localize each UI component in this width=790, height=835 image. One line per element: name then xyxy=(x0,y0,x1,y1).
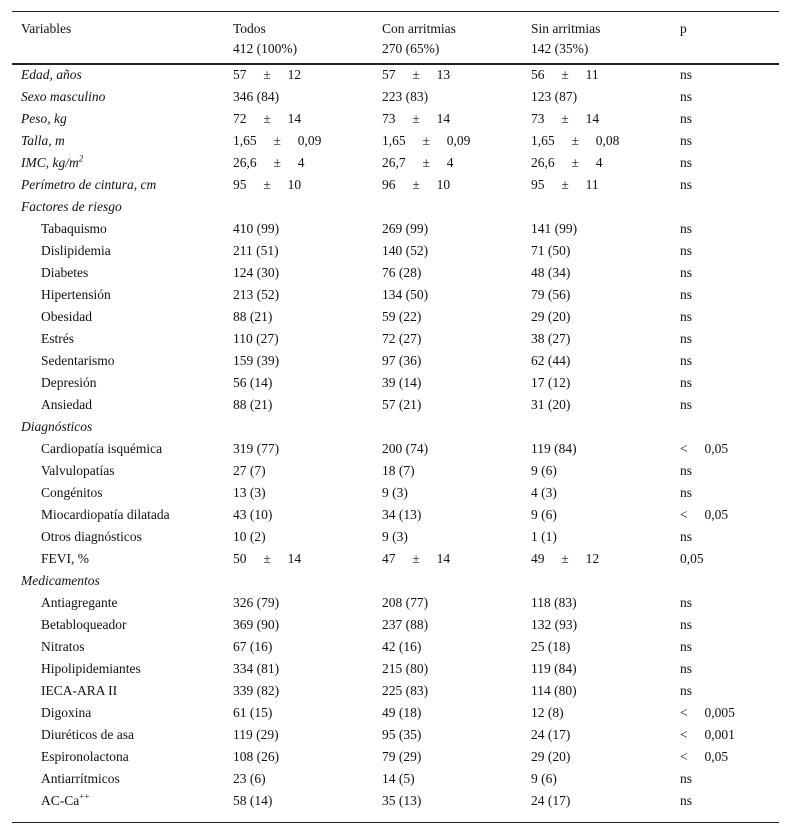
header-con-count: 270 (65%) xyxy=(382,41,440,56)
p-value: ns xyxy=(680,243,693,258)
table-header xyxy=(12,19,779,59)
sin-arritmias-value: 1 (1) xyxy=(531,529,557,544)
row-label xyxy=(21,64,82,86)
row-label-text: Ansiedad xyxy=(41,397,92,412)
todos-value: 95 ± 10 xyxy=(233,177,302,192)
p-value: ns xyxy=(680,529,693,544)
sin-arritmias-value: 24 (17) xyxy=(531,793,571,808)
table-row xyxy=(12,724,779,746)
row-label xyxy=(41,372,96,394)
row-label-text: Diuréticos de asa xyxy=(41,727,134,742)
row-label xyxy=(41,262,88,284)
p-value: ns xyxy=(680,155,693,170)
sin-arritmias-value: 31 (20) xyxy=(531,397,571,412)
table-row xyxy=(12,86,779,108)
row-label-text: Diabetes xyxy=(41,265,89,280)
todos-value: 159 (39) xyxy=(233,353,280,368)
table-row xyxy=(12,240,779,262)
row-label-text: Medicamentos xyxy=(21,573,100,588)
todos-value: 213 (52) xyxy=(233,287,280,302)
sin-arritmias-value: 73 ± 14 xyxy=(531,111,600,126)
section-row xyxy=(12,416,779,438)
table-row xyxy=(12,504,779,526)
row-label-text: IECA-ARA II xyxy=(41,683,118,698)
table-row xyxy=(12,372,779,394)
con-arritmias-value: 97 (36) xyxy=(382,353,422,368)
p-value: ns xyxy=(680,683,693,698)
sin-arritmias-value: 9 (6) xyxy=(531,507,557,522)
row-label-text: Sedentarismo xyxy=(41,353,115,368)
table-row xyxy=(12,394,779,416)
con-arritmias-value: 39 (14) xyxy=(382,375,422,390)
row-label xyxy=(41,658,141,680)
sin-arritmias-value: 119 (84) xyxy=(531,441,577,456)
row-label xyxy=(41,482,103,504)
table-row xyxy=(12,218,779,240)
todos-value: 58 (14) xyxy=(233,793,273,808)
section-row xyxy=(12,196,779,218)
section-label xyxy=(21,416,92,438)
p-value: ns xyxy=(680,463,693,478)
row-label xyxy=(41,636,85,658)
todos-value: 334 (81) xyxy=(233,661,280,676)
row-label-text: Miocardiopatía dilatada xyxy=(41,507,170,522)
sin-arritmias-value: 71 (50) xyxy=(531,243,571,258)
todos-value: 108 (26) xyxy=(233,749,280,764)
con-arritmias-value: 215 (80) xyxy=(382,661,429,676)
todos-value: 1,65 ± 0,09 xyxy=(233,133,322,148)
sin-arritmias-value: 62 (44) xyxy=(531,353,571,368)
row-label-text: Antiagregante xyxy=(41,595,118,610)
p-value: ns xyxy=(680,793,693,808)
row-label-text: IMC, kg/m xyxy=(21,155,79,170)
row-label xyxy=(41,504,170,526)
p-value: ns xyxy=(680,309,693,324)
con-arritmias-value: 79 (29) xyxy=(382,749,422,764)
con-arritmias-value: 49 (18) xyxy=(382,705,422,720)
p-value: ns xyxy=(680,287,693,302)
con-arritmias-value: 140 (52) xyxy=(382,243,429,258)
row-label-text: Peso, kg xyxy=(21,111,67,126)
todos-value: 50 ± 14 xyxy=(233,551,302,566)
sin-arritmias-value: 29 (20) xyxy=(531,309,571,324)
row-label xyxy=(41,240,111,262)
row-label-text: Hipertensión xyxy=(41,287,111,302)
todos-value: 27 (7) xyxy=(233,463,266,478)
row-label-superscript: ++ xyxy=(79,791,90,802)
todos-value: 110 (27) xyxy=(233,331,279,346)
todos-value: 72 ± 14 xyxy=(233,111,302,126)
row-label xyxy=(41,790,89,812)
todos-value: 119 (29) xyxy=(233,727,279,742)
todos-value: 346 (84) xyxy=(233,89,280,104)
row-label-text: Otros diagnósticos xyxy=(41,529,142,544)
p-value: ns xyxy=(680,177,693,192)
row-label xyxy=(21,108,67,130)
row-label-text: Digoxina xyxy=(41,705,92,720)
todos-value: 43 (10) xyxy=(233,507,273,522)
con-arritmias-value: 35 (13) xyxy=(382,793,422,808)
row-label-text: Congénitos xyxy=(41,485,103,500)
bottom-rule xyxy=(12,822,779,823)
row-label-text: Talla, m xyxy=(21,133,65,148)
con-arritmias-value: 223 (83) xyxy=(382,89,429,104)
todos-value: 67 (16) xyxy=(233,639,273,654)
sin-arritmias-value: 26,6 ± 4 xyxy=(531,155,603,170)
row-label-text: Betabloqueador xyxy=(41,617,127,632)
header-todos-count: 412 (100%) xyxy=(233,41,298,56)
row-label xyxy=(21,174,156,196)
data-table xyxy=(12,11,779,823)
row-label-text: Perímetro de cintura, cm xyxy=(21,177,157,192)
row-label xyxy=(21,130,65,152)
todos-value: 326 (79) xyxy=(233,595,280,610)
todos-value: 23 (6) xyxy=(233,771,266,786)
p-value: < 0,05 xyxy=(680,441,729,456)
table-row xyxy=(12,108,779,130)
sin-arritmias-value: 12 (8) xyxy=(531,705,564,720)
header-sin-arritmias xyxy=(531,19,600,59)
header-todos xyxy=(233,19,297,59)
p-value: ns xyxy=(680,375,693,390)
section-label xyxy=(21,570,100,592)
table-row xyxy=(12,152,779,174)
table-row xyxy=(12,174,779,196)
con-arritmias-value: 208 (77) xyxy=(382,595,429,610)
table-row xyxy=(12,328,779,350)
todos-value: 88 (21) xyxy=(233,309,273,324)
table-row xyxy=(12,702,779,724)
p-value: ns xyxy=(680,661,693,676)
con-arritmias-value: 47 ± 14 xyxy=(382,551,451,566)
sin-arritmias-value: 25 (18) xyxy=(531,639,571,654)
row-label-superscript: 2 xyxy=(78,153,84,164)
table-row xyxy=(12,746,779,768)
con-arritmias-value: 96 ± 10 xyxy=(382,177,451,192)
table-row xyxy=(12,64,779,86)
row-label-text: Nitratos xyxy=(41,639,85,654)
p-value: ns xyxy=(680,67,693,82)
todos-value: 211 (51) xyxy=(233,243,279,258)
table-row xyxy=(12,592,779,614)
row-label-text: Estrés xyxy=(41,331,74,346)
con-arritmias-value: 72 (27) xyxy=(382,331,422,346)
top-rule xyxy=(12,11,779,12)
row-label xyxy=(41,328,74,350)
p-value: < 0,05 xyxy=(680,749,729,764)
sin-arritmias-value: 141 (99) xyxy=(531,221,578,236)
row-label xyxy=(41,592,117,614)
table-row xyxy=(12,614,779,636)
p-value: ns xyxy=(680,617,693,632)
row-label xyxy=(41,768,120,790)
todos-value: 319 (77) xyxy=(233,441,280,456)
header-p: p xyxy=(680,21,687,36)
con-arritmias-value: 134 (50) xyxy=(382,287,429,302)
row-label-text: Valvulopatías xyxy=(41,463,115,478)
row-label xyxy=(41,460,115,482)
sin-arritmias-value: 119 (84) xyxy=(531,661,577,676)
row-label xyxy=(41,526,142,548)
p-value: ns xyxy=(680,133,693,148)
todos-value: 13 (3) xyxy=(233,485,266,500)
con-arritmias-value: 269 (99) xyxy=(382,221,429,236)
sin-arritmias-value: 49 ± 12 xyxy=(531,551,600,566)
row-label xyxy=(41,548,89,570)
row-label xyxy=(41,438,162,460)
row-label xyxy=(41,724,134,746)
row-label-text: Diagnósticos xyxy=(21,419,93,434)
section-row xyxy=(12,570,779,592)
p-value: ns xyxy=(680,595,693,610)
con-arritmias-value: 9 (3) xyxy=(382,485,408,500)
con-arritmias-value: 9 (3) xyxy=(382,529,408,544)
con-arritmias-value: 76 (28) xyxy=(382,265,422,280)
row-label-text: Depresión xyxy=(41,375,97,390)
sin-arritmias-value: 9 (6) xyxy=(531,771,557,786)
header-variables: Variables xyxy=(21,21,72,36)
con-arritmias-value: 14 (5) xyxy=(382,771,415,786)
p-value: ns xyxy=(680,111,693,126)
todos-value: 369 (90) xyxy=(233,617,280,632)
row-label-text: Espironolactona xyxy=(41,749,129,764)
table-row xyxy=(12,636,779,658)
con-arritmias-value: 57 (21) xyxy=(382,397,422,412)
sin-arritmias-value: 17 (12) xyxy=(531,375,571,390)
row-label xyxy=(41,680,117,702)
sin-arritmias-value: 79 (56) xyxy=(531,287,571,302)
sin-arritmias-value: 114 (80) xyxy=(531,683,577,698)
sin-arritmias-value: 48 (34) xyxy=(531,265,571,280)
table-row xyxy=(12,306,779,328)
table-row xyxy=(12,130,779,152)
row-label-text: AC-Ca xyxy=(41,793,80,808)
table-row xyxy=(12,790,779,812)
con-arritmias-value: 95 (35) xyxy=(382,727,422,742)
header-sin-label: Sin arritmias xyxy=(531,21,601,36)
row-label-text: Hipolipidemiantes xyxy=(41,661,141,676)
table-row xyxy=(12,262,779,284)
table-row xyxy=(12,284,779,306)
sin-arritmias-value: 24 (17) xyxy=(531,727,571,742)
p-value: < 0,005 xyxy=(680,705,735,720)
row-label-text: Obesidad xyxy=(41,309,92,324)
row-label xyxy=(21,152,83,174)
row-label-text: Dislipidemia xyxy=(41,243,111,258)
todos-value: 26,6 ± 4 xyxy=(233,155,305,170)
p-value: ns xyxy=(680,89,693,104)
sin-arritmias-value: 118 (83) xyxy=(531,595,577,610)
con-arritmias-value: 57 ± 13 xyxy=(382,67,451,82)
con-arritmias-value: 237 (88) xyxy=(382,617,429,632)
sin-arritmias-value: 1,65 ± 0,08 xyxy=(531,133,620,148)
row-label xyxy=(21,86,105,108)
p-value: ns xyxy=(680,353,693,368)
sin-arritmias-value: 56 ± 11 xyxy=(531,67,599,82)
sin-arritmias-value: 9 (6) xyxy=(531,463,557,478)
table-row xyxy=(12,658,779,680)
header-con-label: Con arritmias xyxy=(382,21,456,36)
con-arritmias-value: 59 (22) xyxy=(382,309,422,324)
row-label xyxy=(41,746,129,768)
con-arritmias-value: 26,7 ± 4 xyxy=(382,155,454,170)
p-value: ns xyxy=(680,221,693,236)
row-label-text: Antiarrítmicos xyxy=(41,771,120,786)
header-sin-count: 142 (35%) xyxy=(531,41,589,56)
row-label xyxy=(41,284,111,306)
row-label xyxy=(41,702,91,724)
sin-arritmias-value: 38 (27) xyxy=(531,331,571,346)
todos-value: 10 (2) xyxy=(233,529,266,544)
sin-arritmias-value: 4 (3) xyxy=(531,485,557,500)
con-arritmias-value: 1,65 ± 0,09 xyxy=(382,133,471,148)
todos-value: 88 (21) xyxy=(233,397,273,412)
table-row xyxy=(12,438,779,460)
p-value: 0,05 xyxy=(680,551,704,566)
con-arritmias-value: 73 ± 14 xyxy=(382,111,451,126)
p-value: < 0,001 xyxy=(680,727,735,742)
table-row xyxy=(12,460,779,482)
p-value: ns xyxy=(680,331,693,346)
p-value: ns xyxy=(680,639,693,654)
p-value: < 0,05 xyxy=(680,507,729,522)
p-value: ns xyxy=(680,771,693,786)
todos-value: 61 (15) xyxy=(233,705,273,720)
table-row xyxy=(12,548,779,570)
table-row xyxy=(12,526,779,548)
row-label xyxy=(41,350,115,372)
con-arritmias-value: 200 (74) xyxy=(382,441,429,456)
todos-value: 124 (30) xyxy=(233,265,280,280)
row-label-text: Tabaquismo xyxy=(41,221,107,236)
header-con-arritmias xyxy=(382,19,456,59)
sin-arritmias-value: 123 (87) xyxy=(531,89,578,104)
table-row xyxy=(12,482,779,504)
table-row xyxy=(12,768,779,790)
row-label xyxy=(41,218,107,240)
row-label xyxy=(41,306,92,328)
row-label-text: Factores de riesgo xyxy=(21,199,122,214)
header-todos-label: Todos xyxy=(233,21,266,36)
table-row xyxy=(12,350,779,372)
todos-value: 57 ± 12 xyxy=(233,67,302,82)
row-label-text: Cardiopatía isquémica xyxy=(41,441,163,456)
con-arritmias-value: 34 (13) xyxy=(382,507,422,522)
con-arritmias-value: 18 (7) xyxy=(382,463,415,478)
p-value: ns xyxy=(680,397,693,412)
sin-arritmias-value: 132 (93) xyxy=(531,617,578,632)
todos-value: 339 (82) xyxy=(233,683,280,698)
con-arritmias-value: 42 (16) xyxy=(382,639,422,654)
table-body xyxy=(12,64,779,812)
todos-value: 410 (99) xyxy=(233,221,280,236)
con-arritmias-value: 225 (83) xyxy=(382,683,429,698)
table-row xyxy=(12,680,779,702)
row-label xyxy=(41,614,126,636)
sin-arritmias-value: 95 ± 11 xyxy=(531,177,599,192)
p-value: ns xyxy=(680,485,693,500)
p-value: ns xyxy=(680,265,693,280)
todos-value: 56 (14) xyxy=(233,375,273,390)
row-label-text: FEVI, % xyxy=(41,551,89,566)
row-label-text: Sexo masculino xyxy=(21,89,106,104)
section-label xyxy=(21,196,122,218)
row-label-text: Edad, años xyxy=(21,67,82,82)
sin-arritmias-value: 29 (20) xyxy=(531,749,571,764)
row-label xyxy=(41,394,92,416)
